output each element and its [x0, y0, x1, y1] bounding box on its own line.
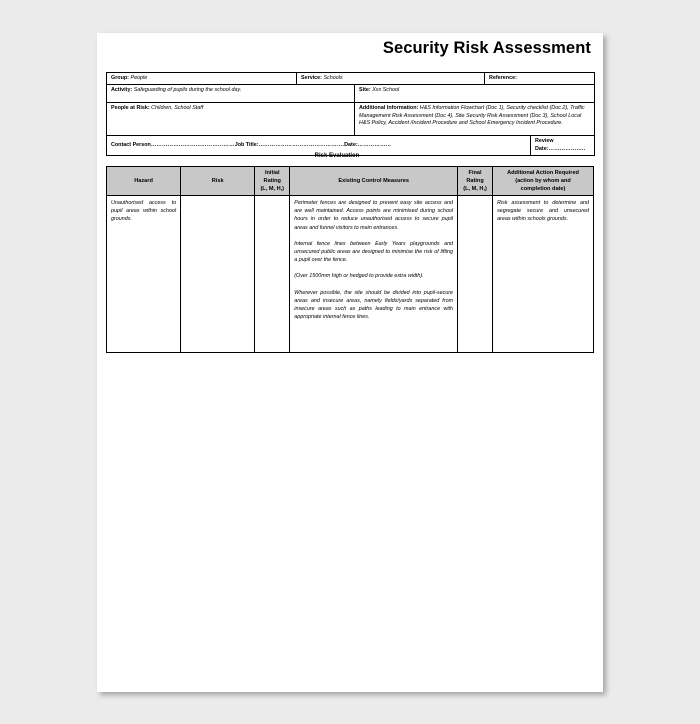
action-required-line-3: completion date) — [520, 186, 566, 193]
contact-person-dots: ……………………………………… — [150, 142, 235, 149]
group-value: People — [130, 75, 148, 81]
site-label: Site: — [359, 87, 371, 94]
job-title-dots: ………………………………………. — [258, 142, 345, 149]
people-at-risk-label: People at Risk: — [111, 105, 150, 112]
review-date-dots: ……………….. — [548, 145, 586, 152]
action-required-line-1: Additional Action Required — [507, 169, 579, 176]
site-cell — [355, 85, 595, 103]
final-rating-line-3: (L, M, H,) — [463, 186, 487, 193]
additional-information-cell — [355, 103, 595, 136]
cell-additional-action: Risk assessment to determine and segregate secure and unsecured areas within schools grounds. — [493, 196, 594, 353]
column-header-additional-action-required — [493, 167, 594, 196]
initial-rating-line-3: (L, M, H,) — [260, 186, 285, 193]
activity-label: Activity: — [111, 87, 133, 94]
info-row-people-at-risk — [107, 103, 595, 136]
job-title-label: Job Title: — [234, 142, 259, 149]
additional-information-value: H&S Information Flowchart (Doc 1), Security checklist (Doc 2), Traffic Management Risk Assessment (Doc 4), Site Security Risk Assessment (Doc 3), School Local H&S Policy, Accident /Incident Procedure and School Emergency Incident Procedure. — [359, 105, 585, 127]
action-required-line-2: (action by whom and — [515, 177, 571, 184]
people-at-risk-value: Children, School Staff — [151, 105, 204, 112]
control-measure-paragraph: Internal fence lines between Early Years playgrounds and unsecured public areas are designed to minimise the risk of lifting a pupil over the fence. — [294, 240, 454, 264]
people-at-risk-cell — [107, 103, 355, 136]
final-rating-line-1: Final — [468, 169, 482, 176]
contact-person-label: Contact Person — [111, 142, 151, 149]
info-row-activity — [107, 85, 595, 103]
reference-label: Reference: — [489, 75, 517, 81]
section-heading-text: Risk Evaluation — [314, 153, 360, 159]
activity-value: Safeguarding of pupils during the school day. — [133, 87, 242, 94]
activity-cell — [107, 85, 355, 103]
assessment-info-table — [106, 72, 595, 156]
column-header-hazard: Hazard — [107, 167, 181, 196]
site-value: Xxx School — [372, 87, 400, 94]
group-label: Group: — [111, 75, 129, 81]
additional-information-label: Additional Information: — [359, 105, 419, 112]
service-label: Service: — [301, 75, 322, 81]
control-measure-paragraph: (Over 1500mm high or hedged to provide extra width). — [294, 273, 424, 280]
column-header-initial-rating — [255, 167, 290, 196]
control-measure-paragraph: Perimeter fences are designed to prevent easy site access and are well maintained. Access points are minimised during school hours in order to reduce unauthorised access to secure pupil areas and funnel visitors to main entrances. — [294, 200, 454, 231]
reference-cell — [485, 73, 595, 85]
document-page — [97, 33, 603, 692]
risk-table-header-row — [107, 167, 594, 196]
initial-rating-line-2: Rating — [263, 177, 281, 184]
table-row — [107, 196, 594, 353]
column-header-risk: Risk — [181, 167, 255, 196]
cell-existing-control-measures — [290, 196, 458, 353]
review-date-label: Review Date: — [535, 138, 554, 152]
group-cell — [107, 73, 297, 85]
date-dots: ……………… — [357, 142, 392, 149]
cell-hazard: Unauthorised access to pupil areas within school grounds. — [107, 196, 181, 353]
section-heading — [97, 153, 603, 159]
initial-rating-line-1: Initial — [264, 169, 280, 176]
service-value: Schools — [323, 75, 343, 81]
info-row-group — [107, 73, 595, 85]
final-rating-line-2: Rating — [466, 177, 484, 184]
cell-risk — [181, 196, 255, 353]
column-header-final-rating — [458, 167, 493, 196]
service-cell — [297, 73, 485, 85]
control-measure-paragraph: Wherever possible, the site should be divided into pupil-secure areas and insecure areas, namely fields/yards separated from insecure areas such as paths leading to main entrance with appropriate internal fence lines. — [294, 289, 454, 321]
cell-initial-rating — [255, 196, 290, 353]
risk-evaluation-table — [106, 166, 594, 353]
cell-final-rating — [458, 196, 493, 353]
date-label: Date: — [344, 142, 358, 149]
page-title: Security Risk Assessment — [382, 39, 591, 57]
column-header-existing-control-measures: Existing Control Measures — [290, 167, 458, 196]
